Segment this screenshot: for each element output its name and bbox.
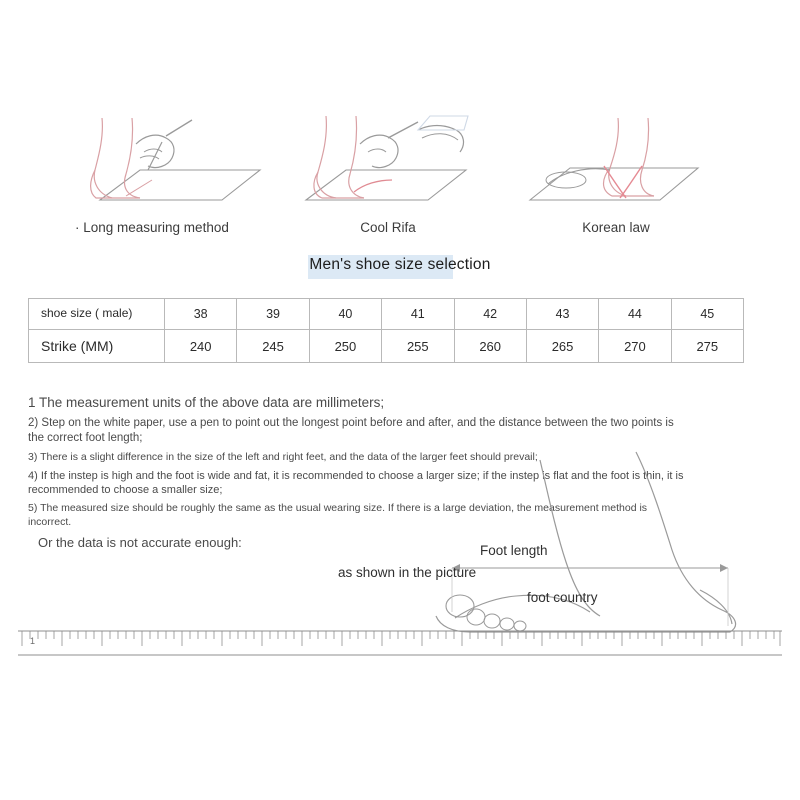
row-header: Strike (MM) <box>29 330 165 363</box>
table-row <box>29 299 744 330</box>
long-measuring-illustration <box>40 108 280 218</box>
foot-length-label: Foot length <box>480 543 548 558</box>
note-item: 3) There is a slight difference in the size of the left and right feet, and the data of the larger feet should prevail; <box>28 450 538 463</box>
table-cell: 40 <box>309 299 381 330</box>
table-cell: 41 <box>382 299 454 330</box>
page-title: Men's shoe size selection <box>309 256 491 273</box>
table-cell: 42 <box>454 299 526 330</box>
measuring-methods <box>0 108 800 268</box>
note-item: 4) If the instep is high and the foot is wide and fat, it is recommended to choose a larger size; if the instep is flat and the foot is thin, it is recommended to choose a smaller size; <box>28 470 684 497</box>
table-cell: 45 <box>671 299 743 330</box>
note-item: 1 The measurement units of the above data are millimeters; <box>28 395 385 410</box>
table-cell: 245 <box>237 330 309 363</box>
note-item: Or the data is not accurate enough: <box>38 535 242 551</box>
method-label: Korean law <box>582 220 650 235</box>
cool-rifa-illustration <box>268 108 508 218</box>
table-cell: 260 <box>454 330 526 363</box>
as-shown-label: as shown in the picture <box>338 565 477 580</box>
hand-pen-paper-icon <box>268 108 508 218</box>
table-cell: 44 <box>599 299 671 330</box>
ruler-start-label: 1 <box>30 636 36 646</box>
table-row <box>29 330 744 363</box>
table-cell: 250 <box>309 330 381 363</box>
note-item: 2) Step on the white paper, use a pen to point out the longest point before and after, and the distance between the two points is the correct foot length; <box>28 417 674 444</box>
method-cool-rifa <box>268 108 508 237</box>
table-cell: 275 <box>671 330 743 363</box>
method-label: · Long measuring method <box>75 220 229 235</box>
table-cell: 240 <box>165 330 237 363</box>
hand-foot-paper-icon <box>40 108 280 218</box>
shoe-size-table <box>28 298 744 363</box>
method-label: Cool Rifa <box>360 220 416 235</box>
table-cell: 38 <box>165 299 237 330</box>
method-korean-law <box>496 108 736 237</box>
foot-measure-paper-icon <box>496 108 736 218</box>
table-cell: 255 <box>382 330 454 363</box>
foot-country-label: foot country <box>527 590 598 605</box>
row-header: shoe size ( male) <box>29 299 165 330</box>
table-cell: 265 <box>526 330 598 363</box>
korean-law-illustration <box>496 108 736 218</box>
table-cell: 270 <box>599 330 671 363</box>
ruler-icon <box>18 630 782 656</box>
method-long-measuring <box>40 108 280 237</box>
table-cell: 43 <box>526 299 598 330</box>
note-item: 5) The measured size should be roughly the same as the usual wearing size. If there is a large deviation, the measurement method is incorrect. <box>28 502 648 528</box>
table-cell: 39 <box>237 299 309 330</box>
